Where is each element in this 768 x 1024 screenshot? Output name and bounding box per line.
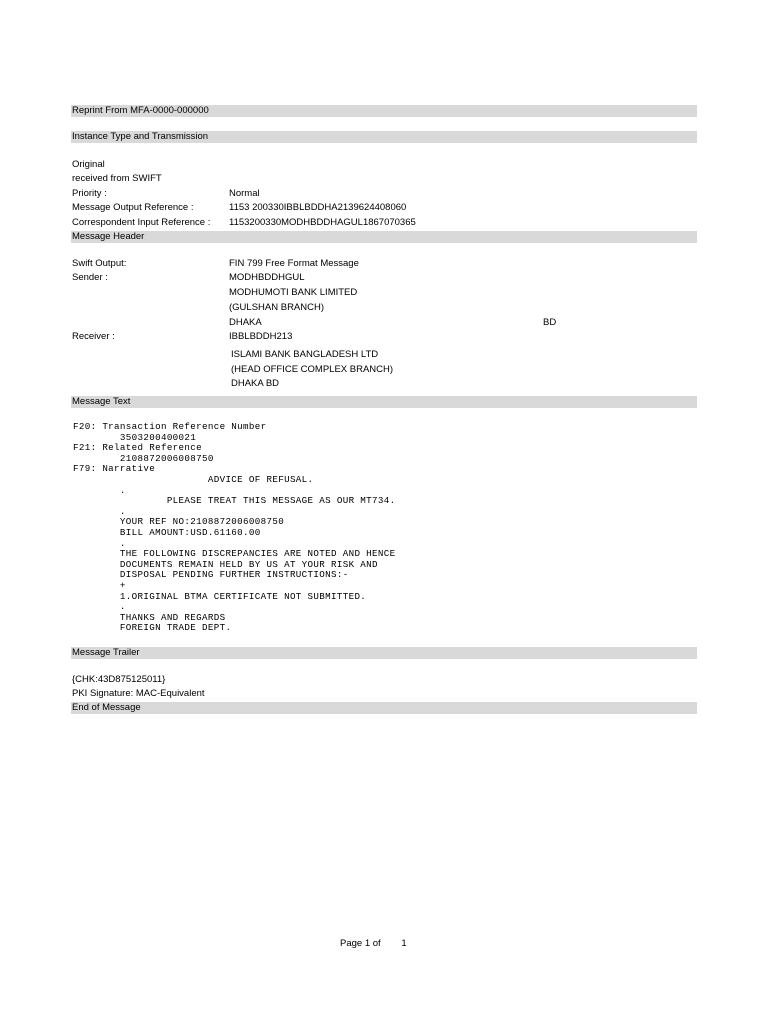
sender-line: MODHBDDHGUL [229,272,305,283]
section-trailer [71,647,697,659]
section-text-title: Message Text [72,396,131,407]
priority-value: Normal [229,188,260,199]
section-header [71,231,697,243]
swift-output-label: Swift Output: [72,258,127,269]
page-label: Page 1 of [340,938,381,949]
section-text [71,396,697,408]
trailer-pki-signature: PKI Signature: MAC-Equivalent [72,688,205,699]
page-total: 1 [401,938,407,949]
receiver-label: Receiver : [72,331,115,342]
instance-received: received from SWIFT [72,173,162,184]
sender-line: (GULSHAN BRANCH) [229,302,325,313]
instance-original: Original [72,159,105,170]
page-footer [340,938,407,949]
section-end-title: End of Message [72,702,141,713]
sender-label: Sender : [72,272,108,283]
section-trailer-title: Message Trailer [72,647,140,658]
section-reprint-title: Reprint From MFA-0000-000000 [72,105,209,116]
section-end [71,702,697,714]
section-instance-title: Instance Type and Transmission [72,131,209,142]
sender-line: DHAKA [229,317,262,328]
message-text-body: F20: Transaction Reference Number 3503200400021 F21: Related Reference 2108872006008750 F79: Narrative ADVICE OF REFUSAL. . PLEASE TREAT THIS MESSAGE AS OUR MT734. . YOUR REF NO:2108872006008750 BILL AMOUNT:USD.61160.00 . THE FOLLOWING DISCREPANCIES ARE NOTED AND HENCE DOCUMENTS REMAIN HELD BY US AT YOUR RISK AND DISPOSAL PENDING FURTHER INSTRUCTIONS:- + 1.ORIGINAL BTMA CERTIFICATE NOT SUBMITTED. . THANKS AND REGARDS FOREIGN TRADE DEPT. [73,421,396,634]
section-header-title: Message Header [72,231,145,242]
mor-value: 1153 200330IBBLBDDHA2139624408060 [229,202,407,213]
cir-value: 1153200330MODHBDDHAGUL1867070365 [229,217,416,228]
receiver-line: (HEAD OFFICE COMPLEX BRANCH) [231,364,394,375]
section-reprint [71,105,697,117]
sender-country: BD [543,317,557,328]
cir-label: Correspondent Input Reference : [72,217,211,228]
priority-label: Priority : [72,188,107,199]
receiver-line: ISLAMI BANK BANGLADESH LTD [231,349,379,360]
trailer-checksum: {CHK:43D875125011} [72,674,166,685]
section-instance [71,131,697,143]
receiver-line: IBBLBDDH213 [229,331,293,342]
swift-output-value: FIN 799 Free Format Message [229,258,359,269]
sender-line: MODHUMOTI BANK LIMITED [229,287,358,298]
receiver-line: DHAKA BD [231,378,280,389]
mor-label: Message Output Reference : [72,202,194,213]
